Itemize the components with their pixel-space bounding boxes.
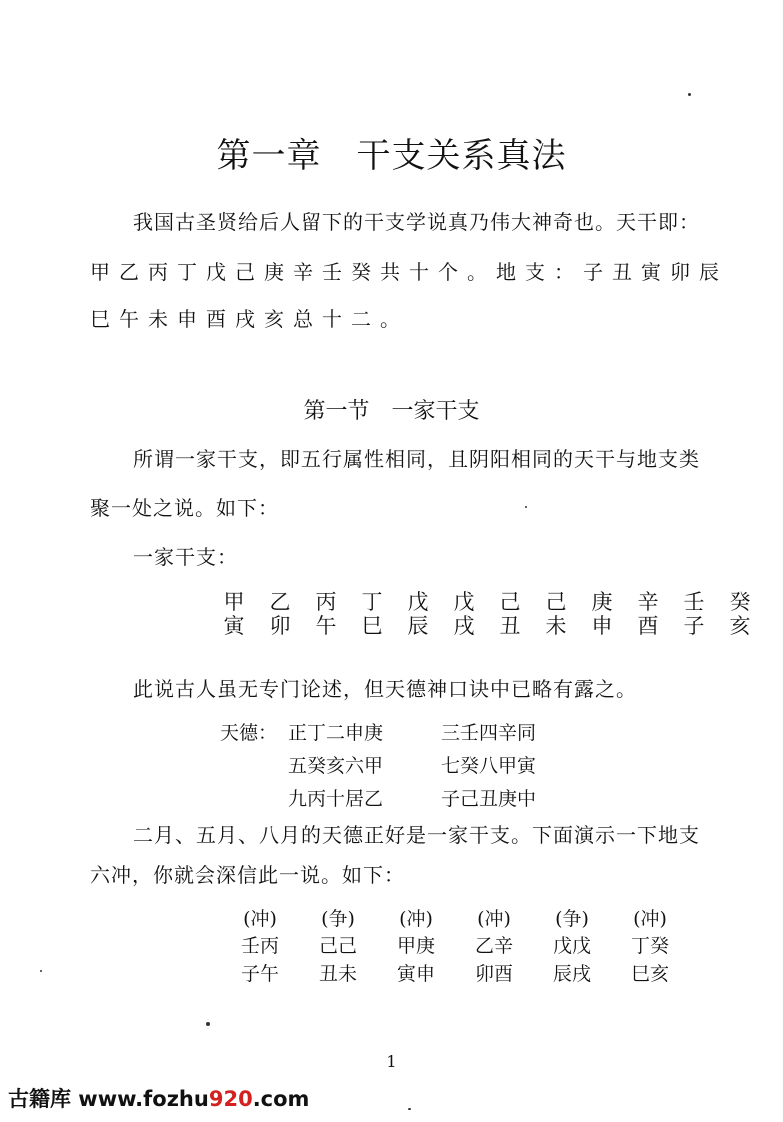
yijia-branches-row xyxy=(211,610,763,640)
chong-stems-row xyxy=(221,931,689,958)
chong-stem-pair: 丁癸 xyxy=(630,935,669,957)
chong-tag: (冲) xyxy=(243,908,277,930)
chong-branches-row xyxy=(221,959,689,986)
para3-line-2: 六冲，你就会深信此一说。如下： xyxy=(90,863,405,887)
intro-line-1: 我国古圣贤给后人留下的干支学说真乃伟大神奇也。天干即： xyxy=(133,210,700,234)
chong-tag: (冲) xyxy=(399,908,433,930)
chong-stem-pair: 壬丙 xyxy=(240,935,279,957)
site-watermark[interactable] xyxy=(8,1083,309,1113)
scan-speck xyxy=(688,93,691,96)
watermark-highlight: 920 xyxy=(208,1087,253,1111)
page-number: 1 xyxy=(386,1052,397,1071)
chong-stem-pair: 戊戊 xyxy=(552,935,591,957)
chong-tag: (冲) xyxy=(477,908,511,930)
branch: 戌 xyxy=(453,614,475,638)
watermark-suffix: .com xyxy=(252,1087,310,1111)
para3-line-1: 二月、五月、八月的天德正好是一家干支。下面演示一下地支 xyxy=(133,823,700,847)
intro-line-3: 巳午未申酉戌亥总十二。 xyxy=(90,307,409,331)
branch: 午 xyxy=(315,614,337,638)
tiande-verse-1a: 正丁二申庚 xyxy=(288,722,384,744)
scan-speck xyxy=(408,1108,411,1110)
branch: 辰 xyxy=(407,614,429,638)
label-yijia-ganzhi: 一家干支： xyxy=(133,545,238,569)
stem: 辛 xyxy=(637,590,659,614)
branch: 未 xyxy=(545,614,567,638)
chong-stem-pair: 甲庚 xyxy=(396,935,435,957)
chong-branch-pair: 巳亥 xyxy=(630,963,669,985)
scan-speck xyxy=(525,506,527,508)
chong-branch-pair: 辰戌 xyxy=(552,963,591,985)
stem: 己 xyxy=(545,590,567,614)
tiande-verse-2a: 五癸亥六甲 xyxy=(288,755,384,777)
branch: 寅 xyxy=(223,614,245,638)
para1-line-2: 聚一处之说。如下： xyxy=(90,496,279,520)
tiande-verse-1b: 三壬四辛同 xyxy=(441,722,537,744)
chong-tags-row xyxy=(221,904,689,931)
stem: 己 xyxy=(499,590,521,614)
chong-stem-pair: 乙辛 xyxy=(474,935,513,957)
watermark-prefix: 古籍库 www.fozhu xyxy=(8,1087,209,1111)
chong-branch-pair: 丑未 xyxy=(318,963,357,985)
branch: 申 xyxy=(591,614,613,638)
intro-line-2: 甲乙丙丁戊己庚辛壬癸共十个。地支：子丑寅卯辰 xyxy=(90,260,728,284)
chapter-title: 第一章 干支关系真法 xyxy=(216,136,567,176)
branch: 巳 xyxy=(361,614,383,638)
tiande-verse-2b: 七癸八甲寅 xyxy=(441,755,537,777)
stem: 戊 xyxy=(453,590,475,614)
stem: 壬 xyxy=(683,590,705,614)
stem: 戊 xyxy=(407,590,429,614)
para2: 此说古人虽无专门论述，但天德神口诀中已略有露之。 xyxy=(133,677,637,701)
chong-branch-pair: 子午 xyxy=(240,963,279,985)
stem: 庚 xyxy=(591,590,613,614)
section-title: 第一节 一家干支 xyxy=(303,399,480,424)
tiande-label: 天德： xyxy=(220,722,278,744)
chong-tag: (争) xyxy=(555,908,589,930)
branch: 卯 xyxy=(269,614,291,638)
para1-line-1: 所谓一家干支，即五行属性相同，且阴阳相同的天干与地支类 xyxy=(133,447,700,471)
branch: 亥 xyxy=(729,614,751,638)
chong-stem-pair: 己己 xyxy=(318,935,357,957)
branch: 酉 xyxy=(637,614,659,638)
branch: 丑 xyxy=(499,614,521,638)
tiande-verse-3b: 子己丑庚中 xyxy=(441,788,537,810)
branch: 子 xyxy=(683,614,705,638)
stem: 丁 xyxy=(361,590,383,614)
chong-branch-pair: 寅申 xyxy=(396,963,435,985)
chong-tag: (冲) xyxy=(633,908,667,930)
scan-speck xyxy=(206,1022,210,1026)
stem: 癸 xyxy=(729,590,751,614)
stem: 乙 xyxy=(269,590,291,614)
chong-branch-pair: 卯酉 xyxy=(474,963,513,985)
stem: 甲 xyxy=(223,590,245,614)
chong-tag: (争) xyxy=(321,908,355,930)
tiande-verse-3a: 九丙十居乙 xyxy=(288,788,384,810)
stem: 丙 xyxy=(315,590,337,614)
scan-speck xyxy=(40,970,42,972)
